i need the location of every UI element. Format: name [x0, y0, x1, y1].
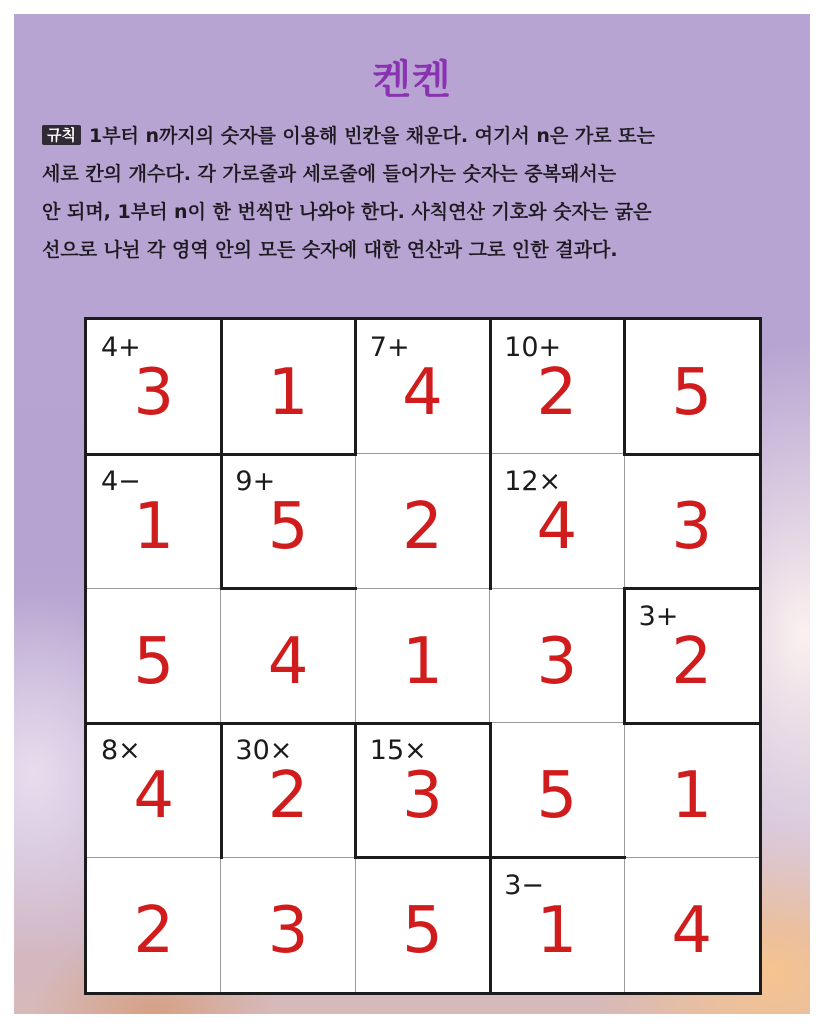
- cage-border: [220, 587, 357, 590]
- cage-clue: 7+: [369, 332, 410, 363]
- cell-answer: 2: [267, 759, 309, 834]
- cage-border: [489, 722, 492, 859]
- cell-answer: 2: [536, 356, 578, 430]
- cell-answer: 3: [402, 759, 443, 834]
- cell-answer: 5: [536, 759, 578, 834]
- grid-cell[interactable]: [625, 320, 759, 454]
- rules-line-2: 세로 칸의 개수다. 각 가로줄과 세로줄에 들어가는 숫자는 중복돼서는: [42, 163, 617, 185]
- grid-cell[interactable]: [87, 858, 221, 992]
- cell-answer: 2: [671, 624, 713, 699]
- grid-cell[interactable]: [625, 723, 759, 857]
- grid-cell[interactable]: [625, 589, 759, 723]
- grid-cell[interactable]: [356, 589, 490, 723]
- cage-clue: 10+: [504, 332, 562, 363]
- grid-cell[interactable]: [490, 723, 624, 857]
- rules-text: [42, 117, 792, 269]
- grid-cell[interactable]: [87, 320, 221, 454]
- cage-clue: 4−: [101, 466, 141, 498]
- grid-cell[interactable]: [87, 454, 221, 588]
- cell-answer: 5: [671, 356, 713, 430]
- cage-border: [354, 722, 357, 859]
- puzzle-page: [14, 14, 810, 1014]
- rules-line-1: [42, 117, 792, 155]
- rules-line-3: 안 되며, 1부터 n이 한 번씩만 나와야 한다. 사칙연산 기호와 숫자는 굵은: [42, 201, 652, 223]
- grid-cell[interactable]: [356, 454, 490, 588]
- cage-border: [354, 722, 491, 725]
- grid-cell[interactable]: [87, 723, 221, 857]
- grid-cell[interactable]: [490, 454, 624, 588]
- cell-answer: 1: [671, 759, 713, 834]
- grid-cell[interactable]: [490, 858, 624, 992]
- cell-answer: 1: [267, 356, 309, 430]
- cell-answer: 4: [402, 356, 443, 430]
- cage-clue: 8×: [101, 735, 141, 767]
- cage-border: [623, 319, 626, 456]
- cell-answer: 2: [133, 893, 175, 968]
- grid-cell[interactable]: [87, 589, 221, 723]
- grid-cell[interactable]: [221, 589, 355, 723]
- cage-border: [354, 856, 491, 859]
- grid-cell[interactable]: [221, 454, 355, 588]
- grid-cell[interactable]: [221, 723, 355, 857]
- page-title: 켄켄: [372, 57, 452, 103]
- cage-clue: 4+: [101, 332, 141, 363]
- cage-border: [489, 856, 492, 993]
- cage-border: [86, 722, 223, 725]
- cell-answer: 3: [133, 356, 175, 430]
- grid-cell[interactable]: [625, 454, 759, 588]
- cage-border: [489, 453, 492, 590]
- grid-cell[interactable]: [356, 320, 490, 454]
- cell-answer: 1: [536, 893, 578, 968]
- cell-answer: 1: [133, 490, 175, 565]
- cage-clue: 15×: [369, 735, 427, 767]
- cage-border: [489, 856, 626, 859]
- cage-border: [220, 722, 223, 859]
- grid-cell[interactable]: [356, 858, 490, 992]
- cage-clue: 30×: [235, 735, 293, 767]
- grid-cell[interactable]: [625, 858, 759, 992]
- kenken-grid: [84, 317, 762, 995]
- cell-answer: 5: [402, 893, 443, 968]
- grid-cell[interactable]: [356, 723, 490, 857]
- cell-answer: 4: [536, 490, 578, 565]
- grid-cell[interactable]: [221, 320, 355, 454]
- cage-clue: 12×: [504, 466, 562, 498]
- cell-answer: 1: [402, 624, 443, 699]
- cage-border: [220, 453, 223, 590]
- cell-answer: 4: [133, 759, 175, 834]
- cell-answer: 5: [133, 624, 175, 699]
- cage-clue: 9+: [235, 466, 276, 498]
- cell-answer: 4: [267, 624, 309, 699]
- cage-border: [354, 319, 357, 456]
- cage-border: [220, 319, 223, 456]
- grid-cell[interactable]: [490, 320, 624, 454]
- cage-border: [623, 722, 760, 725]
- cage-clue: 3−: [504, 869, 544, 901]
- rules-line-1-text: 1부터 n까지의 숫자를 이용해 빈칸을 채운다. 여기서 n은 가로 또는: [88, 125, 655, 147]
- cage-border: [623, 587, 626, 724]
- cell-answer: 3: [536, 624, 578, 699]
- grid-cell[interactable]: [490, 589, 624, 723]
- cell-answer: 4: [671, 893, 713, 968]
- cell-answer: 3: [267, 893, 309, 968]
- rules-line-4: 선으로 나뉜 각 영역 안의 모든 숫자에 대한 연산과 그로 인한 결과다.: [42, 239, 618, 261]
- cage-border: [220, 453, 357, 456]
- cage-clue: 3+: [638, 600, 679, 632]
- cell-answer: 2: [402, 490, 443, 565]
- grid-cell[interactable]: [221, 858, 355, 992]
- cage-border: [489, 319, 492, 456]
- cage-border: [623, 453, 760, 456]
- cell-answer: 3: [671, 490, 713, 565]
- cell-answer: 5: [267, 490, 309, 565]
- cage-border: [86, 453, 223, 456]
- cage-border: [220, 722, 357, 725]
- rules-badge: 규칙: [42, 125, 81, 145]
- cage-border: [623, 587, 760, 590]
